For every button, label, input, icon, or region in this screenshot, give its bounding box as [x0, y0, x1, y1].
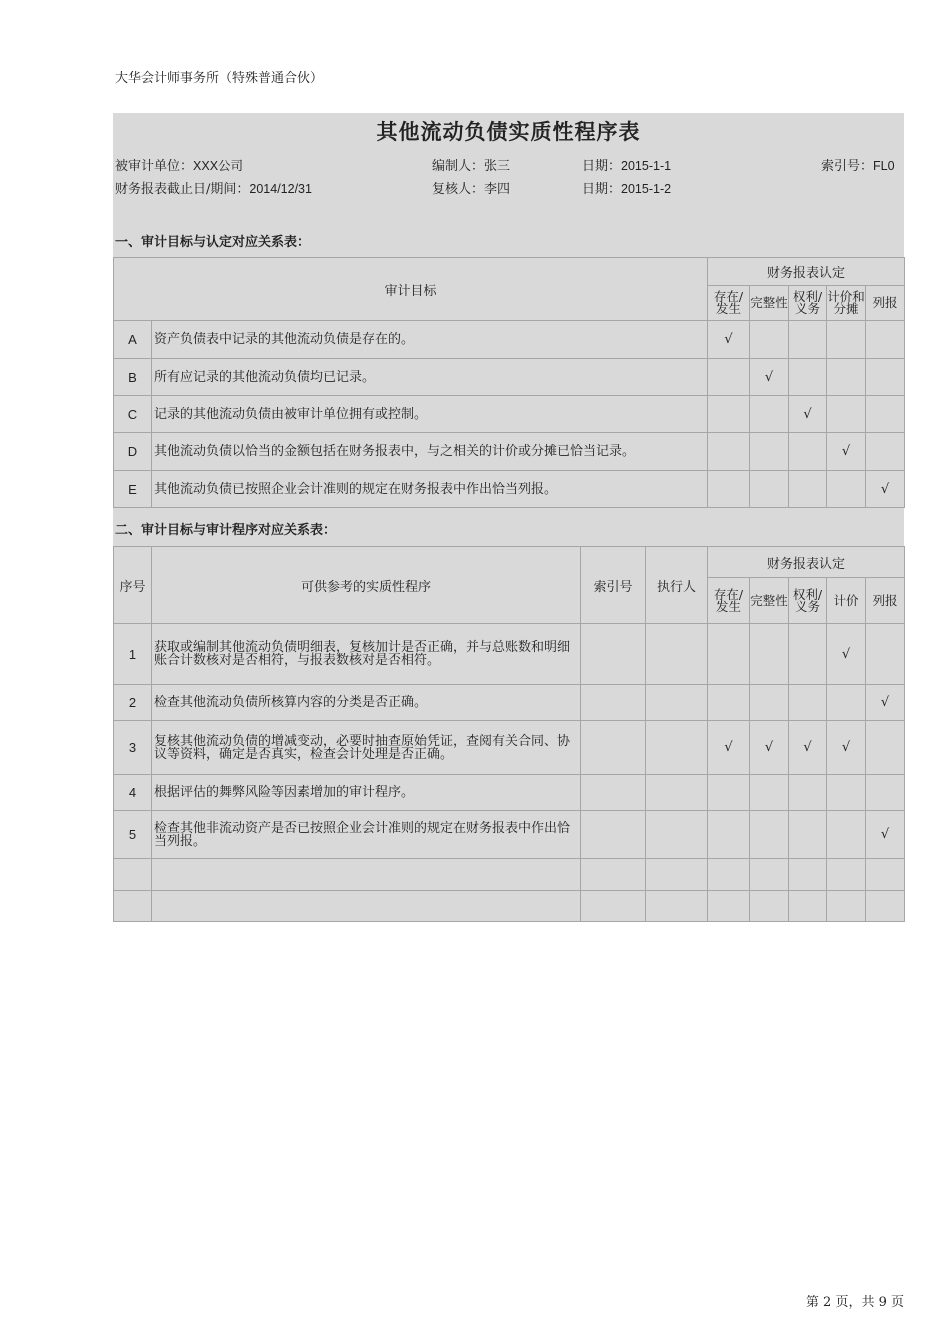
procedure-text: 检查其他非流动资产是否已按照企业会计准则的规定在财务报表中作出恰当列报。 — [152, 811, 581, 859]
reviewer-field — [432, 178, 510, 197]
table-row — [114, 775, 905, 811]
assertion-valuation: 计价 — [827, 578, 866, 624]
check-cell — [789, 775, 827, 811]
row-no: 3 — [114, 721, 152, 775]
check-cell — [708, 624, 750, 685]
executor-cell — [646, 721, 708, 775]
procedure-text: 检查其他流动负债所核算内容的分类是否正确。 — [152, 685, 581, 721]
procedure-text: 复核其他流动负债的增减变动，必要时抽查原始凭证，查阅有关合同、协议等资料，确定是否真实，检查会计处理是否正确。 — [152, 721, 581, 775]
check-cell — [708, 685, 750, 721]
section2-heading: 二、审计目标与审计程序对应关系表： — [115, 523, 337, 538]
check-cell — [827, 321, 866, 359]
table-row — [114, 811, 905, 859]
table-row — [114, 433, 905, 471]
index-cell — [581, 811, 646, 859]
goal-code: E — [114, 471, 152, 508]
index-cell — [581, 624, 646, 685]
check-cell — [827, 811, 866, 859]
check-cell — [789, 471, 827, 508]
assertion-existence: 存在/发生 — [708, 578, 750, 624]
check-cell — [789, 359, 827, 396]
goal-text: 记录的其他流动负债由被审计单位拥有或控制。 — [152, 396, 708, 433]
assertion-completeness: 完整性 — [750, 286, 789, 321]
date2-label: 日期： — [582, 182, 622, 197]
check-cell — [866, 624, 905, 685]
preparer-label: 编制人： — [432, 159, 485, 174]
check-cell — [750, 321, 789, 359]
entity-label: 被审计单位： — [115, 159, 194, 174]
check-cell — [708, 775, 750, 811]
date2-field — [582, 178, 671, 197]
check-cell — [827, 396, 866, 433]
check-cell — [708, 359, 750, 396]
period-label: 财务报表截止日/期间： — [115, 182, 250, 197]
check-cell: √ — [708, 321, 750, 359]
entity-field — [115, 155, 243, 174]
check-cell — [750, 471, 789, 508]
index-value: FL0 — [873, 159, 895, 173]
date1-value: 2015-1-1 — [621, 159, 672, 173]
period-field — [115, 178, 312, 197]
period-value: 2014/12/31 — [249, 182, 312, 196]
no-header: 序号 — [114, 547, 152, 624]
date1-label: 日期： — [582, 159, 622, 174]
check-cell — [750, 775, 789, 811]
row-no: 1 — [114, 624, 152, 685]
check-cell — [827, 359, 866, 396]
index-cell — [581, 685, 646, 721]
index-field — [821, 155, 895, 174]
row-no: 4 — [114, 775, 152, 811]
empty-row — [114, 891, 905, 922]
row-no: 5 — [114, 811, 152, 859]
check-cell — [789, 321, 827, 359]
check-cell: √ — [827, 624, 866, 685]
check-cell — [708, 811, 750, 859]
check-cell — [866, 721, 905, 775]
goal-code: C — [114, 396, 152, 433]
executor-cell — [646, 775, 708, 811]
empty-row — [114, 859, 905, 891]
assertion-rights: 权利/义务 — [789, 286, 827, 321]
check-cell — [750, 685, 789, 721]
table-row — [114, 471, 905, 508]
executor-cell — [646, 685, 708, 721]
assertion-presentation: 列报 — [866, 286, 905, 321]
check-cell — [866, 359, 905, 396]
check-cell — [750, 433, 789, 471]
check-cell — [708, 471, 750, 508]
goal-code: B — [114, 359, 152, 396]
assertion-rights: 权利/义务 — [789, 578, 827, 624]
preparer-field — [432, 155, 510, 174]
preparer-value: 张三 — [484, 159, 511, 174]
index-cell — [581, 721, 646, 775]
check-cell: √ — [866, 471, 905, 508]
index-label: 索引号： — [821, 159, 874, 174]
executor-cell — [646, 811, 708, 859]
assertion-presentation: 列报 — [866, 578, 905, 624]
table-row — [114, 396, 905, 433]
check-cell: √ — [789, 721, 827, 775]
assertion-header: 财务报表认定 — [708, 258, 905, 286]
check-cell: √ — [750, 359, 789, 396]
check-cell: √ — [750, 721, 789, 775]
goals-assertions-table — [113, 257, 905, 508]
table-row — [114, 685, 905, 721]
check-cell — [866, 396, 905, 433]
page-footer: 第 2 页，共 9 页 — [805, 1295, 904, 1310]
assertion-valuation: 计价和分摊 — [827, 286, 866, 321]
goal-text: 资产负债表中记录的其他流动负债是存在的。 — [152, 321, 708, 359]
check-cell — [827, 775, 866, 811]
goal-code: A — [114, 321, 152, 359]
date2-value: 2015-1-2 — [621, 182, 672, 196]
check-cell — [827, 685, 866, 721]
check-cell — [750, 811, 789, 859]
check-cell — [708, 433, 750, 471]
table-header-row — [114, 258, 905, 286]
check-cell — [789, 624, 827, 685]
firm-name: 大华会计师事务所（特殊普通合伙） — [115, 71, 324, 86]
index-header: 索引号 — [581, 547, 646, 624]
index-cell — [581, 775, 646, 811]
reviewer-label: 复核人： — [432, 182, 485, 197]
entity-value: XXX公司 — [193, 159, 244, 173]
section1-heading: 一、审计目标与认定对应关系表： — [115, 235, 311, 250]
row-no: 2 — [114, 685, 152, 721]
check-cell: √ — [708, 721, 750, 775]
check-cell: √ — [827, 721, 866, 775]
date1-field — [582, 155, 671, 174]
check-cell — [708, 396, 750, 433]
procedure-header: 可供参考的实质性程序 — [152, 547, 581, 624]
goal-text: 其他流动负债已按照企业会计准则的规定在财务报表中作出恰当列报。 — [152, 471, 708, 508]
assertion-existence: 存在/发生 — [708, 286, 750, 321]
table-row — [114, 321, 905, 359]
executor-cell — [646, 624, 708, 685]
check-cell — [866, 433, 905, 471]
table-row — [114, 359, 905, 396]
procedures-table — [113, 546, 905, 922]
check-cell — [789, 685, 827, 721]
reviewer-value: 李四 — [484, 182, 511, 197]
table-row — [114, 721, 905, 775]
check-cell — [750, 624, 789, 685]
goal-text: 其他流动负债以恰当的金额包括在财务报表中，与之相关的计价或分摊已恰当记录。 — [152, 433, 708, 471]
table-row — [114, 624, 905, 685]
check-cell: √ — [866, 685, 905, 721]
goal-header: 审计目标 — [114, 258, 708, 321]
page-title: 其他流动负债实质性程序表 — [376, 119, 641, 144]
check-cell — [866, 775, 905, 811]
assertion-completeness: 完整性 — [750, 578, 789, 624]
table-header-row — [114, 547, 905, 578]
check-cell: √ — [789, 396, 827, 433]
check-cell — [866, 321, 905, 359]
goal-code: D — [114, 433, 152, 471]
check-cell — [789, 433, 827, 471]
procedure-text: 获取或编制其他流动负债明细表，复核加计是否正确，并与总账数和明细账合计数核对是否相符，与报表数核对是否相符。 — [152, 624, 581, 685]
check-cell — [789, 811, 827, 859]
check-cell: √ — [866, 811, 905, 859]
check-cell: √ — [827, 433, 866, 471]
goal-text: 所有应记录的其他流动负债均已记录。 — [152, 359, 708, 396]
check-cell — [827, 471, 866, 508]
procedure-text: 根据评估的舞弊风险等因素增加的审计程序。 — [152, 775, 581, 811]
assertion-header: 财务报表认定 — [708, 547, 905, 578]
executor-header: 执行人 — [646, 547, 708, 624]
check-cell — [750, 396, 789, 433]
